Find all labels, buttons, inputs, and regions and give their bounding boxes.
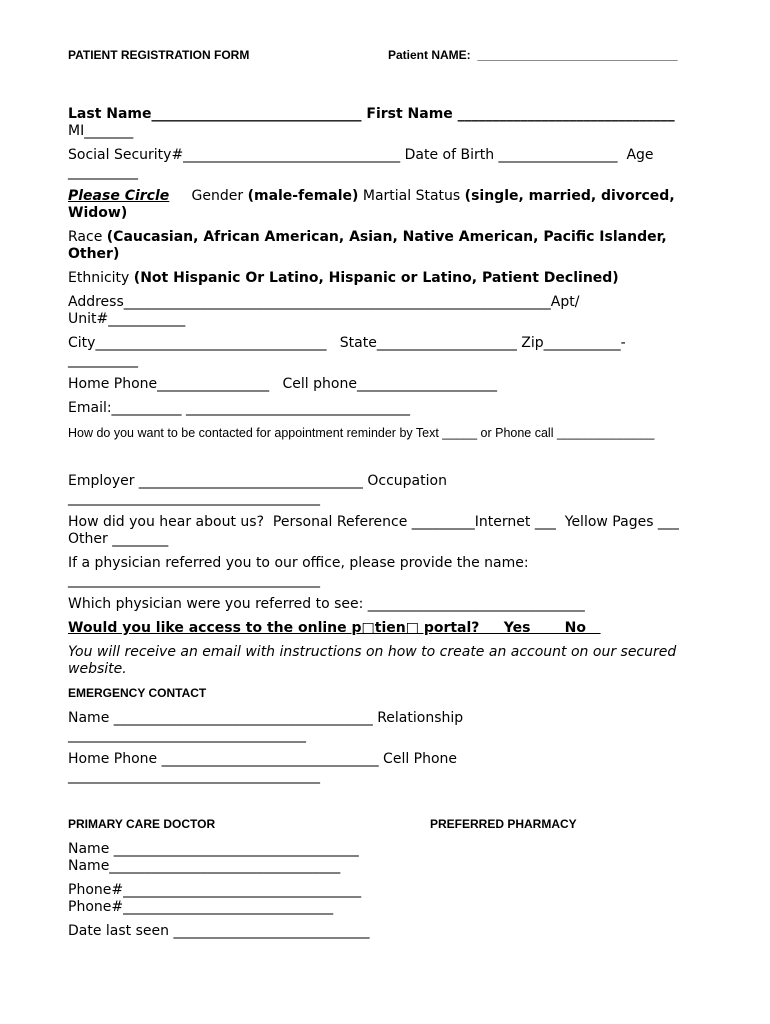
preferred-pharmacy-heading: PREFERRED PHARMACY (430, 817, 577, 831)
date-last-seen-line[interactable]: Date last seen ____________________________ (68, 923, 370, 939)
emergency-name-relationship-line[interactable]: Name _____________________________________ Relationship (68, 710, 464, 726)
referring-physician-label: If a physician referred you to our office, please provide the name: (68, 555, 529, 571)
gender-marital-line (68, 188, 675, 205)
gender-label: Gender (169, 188, 248, 204)
employer-occupation-line[interactable]: Employer ________________________________ Occupation (68, 473, 447, 489)
doctor-phone-line[interactable]: Phone#__________________________________ (68, 882, 362, 898)
unit-line[interactable]: Unit#___________ (68, 311, 186, 327)
age-blank-line[interactable]: __________ (68, 164, 138, 180)
race-options-cont[interactable]: Other) (68, 246, 120, 262)
race-line (68, 229, 667, 246)
middle-initial-line[interactable]: MI_______ (68, 123, 134, 139)
marital-status-label: Martial Status (358, 188, 465, 204)
physician-to-see-line[interactable]: Which physician were you referred to see: _______________________________ (68, 596, 585, 612)
pharmacy-phone-line[interactable]: Phone#______________________________ (68, 899, 334, 915)
ethnicity-line (68, 270, 619, 287)
referral-other-line[interactable]: Other ________ (68, 531, 169, 547)
referral-source-line[interactable]: How did you hear about us? Personal Reference _________Internet ___ Yellow Pages ___ (68, 514, 679, 530)
contact-preference-line[interactable]: How do you want to be contacted for appointment reminder by Text _____ or Phone call ______________ (68, 426, 655, 440)
portal-access-question[interactable]: Would you like access to the online p□tien□ portal? Yes No (68, 620, 601, 636)
relationship-blank-line[interactable]: __________________________________ (68, 727, 306, 743)
portal-note-line-1: You will receive an email with instructions on how to create an account on our secured (68, 644, 677, 660)
marital-status-options[interactable]: (single, married, divorced, (464, 188, 675, 204)
ethnicity-options[interactable]: (Not Hispanic Or Latino, Hispanic or Latino, Patient Declined) (133, 270, 619, 286)
doctor-name-line[interactable]: Name ___________________________________ (68, 841, 359, 857)
please-circle-label: Please Circle (68, 188, 170, 204)
marital-status-options-cont[interactable]: Widow) (68, 205, 128, 221)
patient-name-field[interactable]: Patient NAME: ______________________________ (388, 48, 678, 62)
zip-extension-line[interactable]: __________ (68, 352, 138, 368)
primary-care-doctor-heading: PRIMARY CARE DOCTOR (68, 817, 216, 831)
pharmacy-name-line[interactable]: Name_________________________________ (68, 858, 341, 874)
emergency-phone-line[interactable]: Home Phone _______________________________ Cell Phone (68, 751, 458, 767)
form-title: PATIENT REGISTRATION FORM (68, 48, 250, 62)
email-line[interactable]: Email:__________ ________________________________ (68, 400, 411, 416)
ethnicity-label: Ethnicity (68, 270, 134, 286)
gender-options[interactable]: (male-female) (247, 188, 359, 204)
emergency-contact-heading: EMERGENCY CONTACT (68, 686, 207, 700)
occupation-blank-line[interactable]: ____________________________________ (68, 490, 320, 506)
address-line[interactable]: Address_____________________________________________________________Apt/ (68, 294, 580, 310)
emergency-cell-blank-line[interactable]: ____________________________________ (68, 768, 320, 784)
last-first-name-line[interactable]: Last Name______________________________ First Name _______________________________ (68, 106, 675, 122)
referring-physician-blank[interactable]: ____________________________________ (68, 572, 320, 588)
city-state-zip-line[interactable]: City_________________________________ State____________________ Zip___________- (68, 335, 626, 351)
ssn-dob-age-line[interactable]: Social Security#_______________________________ Date of Birth _________________ Age (68, 147, 654, 163)
portal-note-line-2: website. (68, 661, 127, 677)
phone-line[interactable]: Home Phone________________ Cell phone____________________ (68, 376, 497, 392)
race-label: Race (68, 229, 107, 245)
race-options[interactable]: (Caucasian, African American, Asian, Native American, Pacific Islander, (106, 229, 667, 245)
